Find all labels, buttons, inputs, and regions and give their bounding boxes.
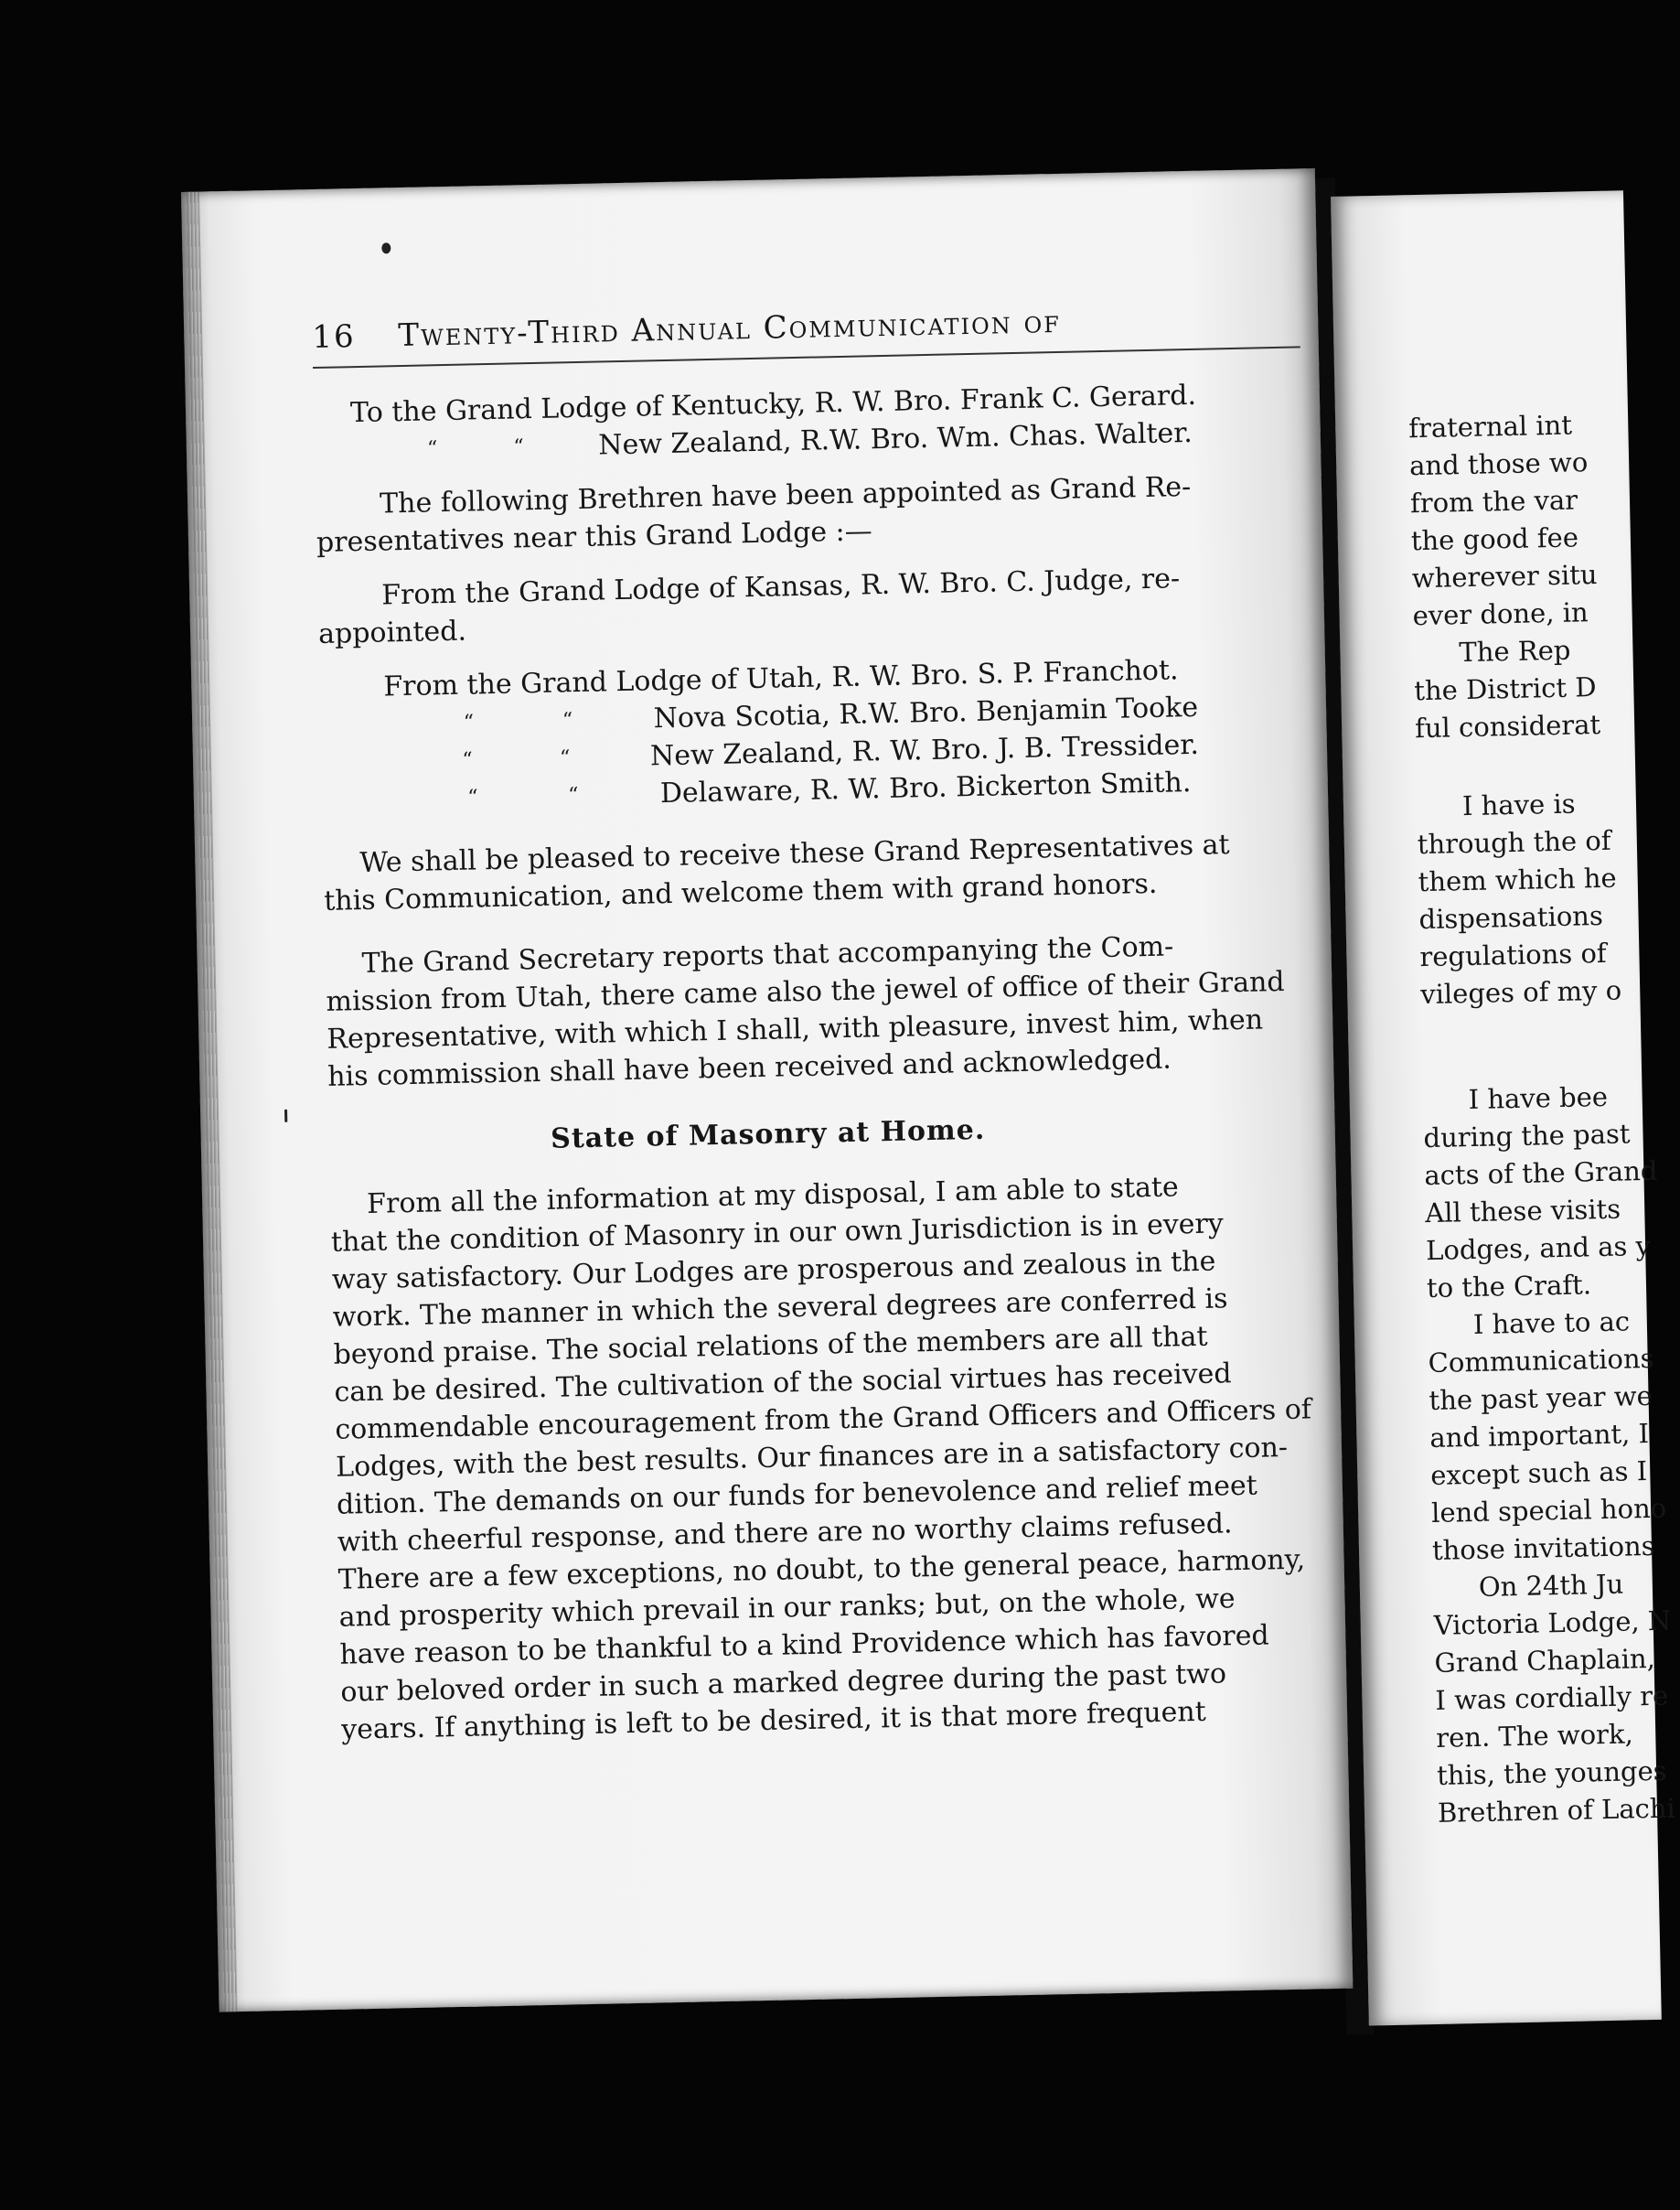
kansas-line: appointed.	[317, 615, 467, 650]
right-line: to the Craft.	[1426, 1269, 1592, 1304]
state-line: our beloved order in such a marked degree during the past two	[340, 1658, 1227, 1709]
right-line: the past year we	[1429, 1379, 1653, 1417]
right-line: lend special hono	[1430, 1492, 1667, 1529]
appointed-intro-line: presentatives near this Grand Lodge :—	[316, 515, 873, 559]
right-line: except such as I	[1429, 1455, 1648, 1492]
state-line: beyond praise. The social relations of the members are all that	[333, 1320, 1208, 1371]
ditto-mark: “	[463, 711, 475, 735]
ditto-mark: “	[467, 786, 478, 810]
kansas-line: From the Grand Lodge of Kansas, R. W. Bro. C. Judge, re-	[380, 563, 1181, 612]
right-page-body	[1408, 405, 1676, 1832]
secretary-line: mission from Utah, there came also the jewel of office of their Grand	[326, 965, 1285, 1018]
right-line: Grand Chaplain,	[1434, 1642, 1656, 1679]
state-line: that the condition of Masonry in our own Jurisdiction is in every	[330, 1207, 1225, 1259]
right-line: wherever situ	[1411, 558, 1598, 595]
state-line: years. If anything is left to be desired, it is that more frequent	[340, 1695, 1207, 1746]
state-line: can be desired. The cultivation of the social virtues has received	[334, 1357, 1232, 1409]
ditto-mark: “	[559, 746, 571, 770]
ditto-mark: “	[562, 709, 573, 733]
right-line: All these visits	[1424, 1193, 1621, 1229]
right-line: fraternal int	[1407, 409, 1573, 445]
ink-speck	[381, 242, 391, 253]
running-head	[312, 301, 1191, 356]
right-line: I have to ac	[1472, 1305, 1631, 1341]
right-line: I was cordially re	[1435, 1679, 1669, 1716]
secretary-line: Representative, with which I shall, with pleasure, invest him, when	[326, 1003, 1264, 1056]
state-line: dition. The demands on our funds for benevolence and relief meet	[336, 1469, 1258, 1521]
state-line: and prosperity which prevail in our ranks; but, on the whole, we	[338, 1582, 1236, 1634]
left-page-body	[314, 377, 1312, 1749]
ditto-mark: “	[426, 437, 438, 461]
appointed-intro-line: The following Brethren have been appointed as Grand Re-	[379, 470, 1192, 520]
right-line: those invitations	[1431, 1529, 1655, 1566]
right-line: the District D	[1413, 671, 1597, 707]
section-heading: State of Masonry at Home.	[550, 1113, 986, 1155]
ditto-mark: “	[513, 435, 524, 459]
state-line: commendable encouragement from the Grand Officers and Officers of	[335, 1393, 1312, 1446]
state-line: have reason to be thankful to a kind Providence which has favored	[339, 1619, 1269, 1671]
right-page-partial	[1331, 190, 1676, 2025]
right-line: during the past	[1423, 1118, 1631, 1154]
right-line: Communications	[1428, 1342, 1654, 1379]
state-line: with cheerful response, and there are no worthy claims refused.	[337, 1507, 1233, 1559]
right-line: The Rep	[1459, 634, 1571, 669]
right-line: ever done, in	[1412, 596, 1589, 632]
right-line: Brethren of Lachi	[1437, 1792, 1676, 1829]
ditto-entry-text: New Zealand, R. W. Bro. J. B. Tressider.	[649, 728, 1200, 773]
right-line: acts of the Grand	[1424, 1154, 1658, 1192]
ditto-entry-text: Nova Scotia, R.W. Bro. Benjamin Tooke	[653, 691, 1199, 735]
ditto-mark: “	[462, 748, 473, 772]
secretary-line: his commission shall have been received and acknowledged.	[326, 1043, 1172, 1093]
right-line: and important, I	[1429, 1418, 1650, 1454]
right-line: dispensations	[1418, 899, 1604, 936]
right-line: this, the younges	[1436, 1754, 1667, 1791]
rep-line-text: New Zealand, R.W. Bro. Wm. Chas. Walter.	[597, 416, 1193, 462]
running-head-title: Twenty-Third Annual Communication of	[398, 303, 1062, 355]
left-page	[181, 168, 1353, 2012]
right-line: ful considerat	[1414, 708, 1601, 745]
state-line: Lodges, with the best results. Our finances are in a satisfactory con-	[335, 1431, 1289, 1484]
right-line: Lodges, and as y	[1425, 1229, 1652, 1267]
ink-speck	[284, 1110, 287, 1122]
right-line: vileges of my o	[1419, 974, 1622, 1011]
welcome-line: We shall be pleased to receive these Grand Representatives at	[359, 829, 1230, 880]
state-line: work. The manner in which the several degrees are conferred is	[332, 1282, 1228, 1334]
state-line: From all the information at my disposal, I am able to state	[366, 1171, 1180, 1220]
right-line: the good fee	[1410, 521, 1579, 557]
right-line: regulations of	[1419, 937, 1607, 973]
right-line: and those wo	[1408, 446, 1589, 482]
right-line: from the var	[1409, 484, 1578, 520]
secretary-line: The Grand Secretary reports that accompanying the Com-	[361, 930, 1174, 981]
right-line: ren. The work,	[1435, 1718, 1634, 1754]
page-number: 16	[311, 318, 357, 357]
right-line: through the of	[1417, 824, 1611, 861]
utah-line: From the Grand Lodge of Utah, R. W. Bro. S. P. Franchot.	[383, 654, 1179, 703]
right-line: On 24th Ju	[1478, 1568, 1624, 1603]
welcome-line: this Communication, and welcome them with grand honors.	[323, 867, 1158, 917]
ditto-mark: “	[568, 784, 579, 808]
right-line: them which he	[1418, 862, 1617, 898]
rep-line-kentucky: To the Grand Lodge of Kentucky, R. W. Bro. Frank C. Gerard.	[349, 379, 1197, 430]
right-line: I have is	[1461, 788, 1576, 822]
right-line: I have bee	[1468, 1080, 1609, 1116]
state-line: There are a few exceptions, no doubt, to the general peace, harmony,	[337, 1543, 1306, 1596]
right-line: Victoria Lodge, N	[1433, 1604, 1672, 1641]
state-line: way satisfactory. Our Lodges are prosperous and zealous in the	[331, 1245, 1216, 1296]
ditto-entry-text: Delaware, R. W. Bro. Bickerton Smith.	[659, 767, 1192, 810]
